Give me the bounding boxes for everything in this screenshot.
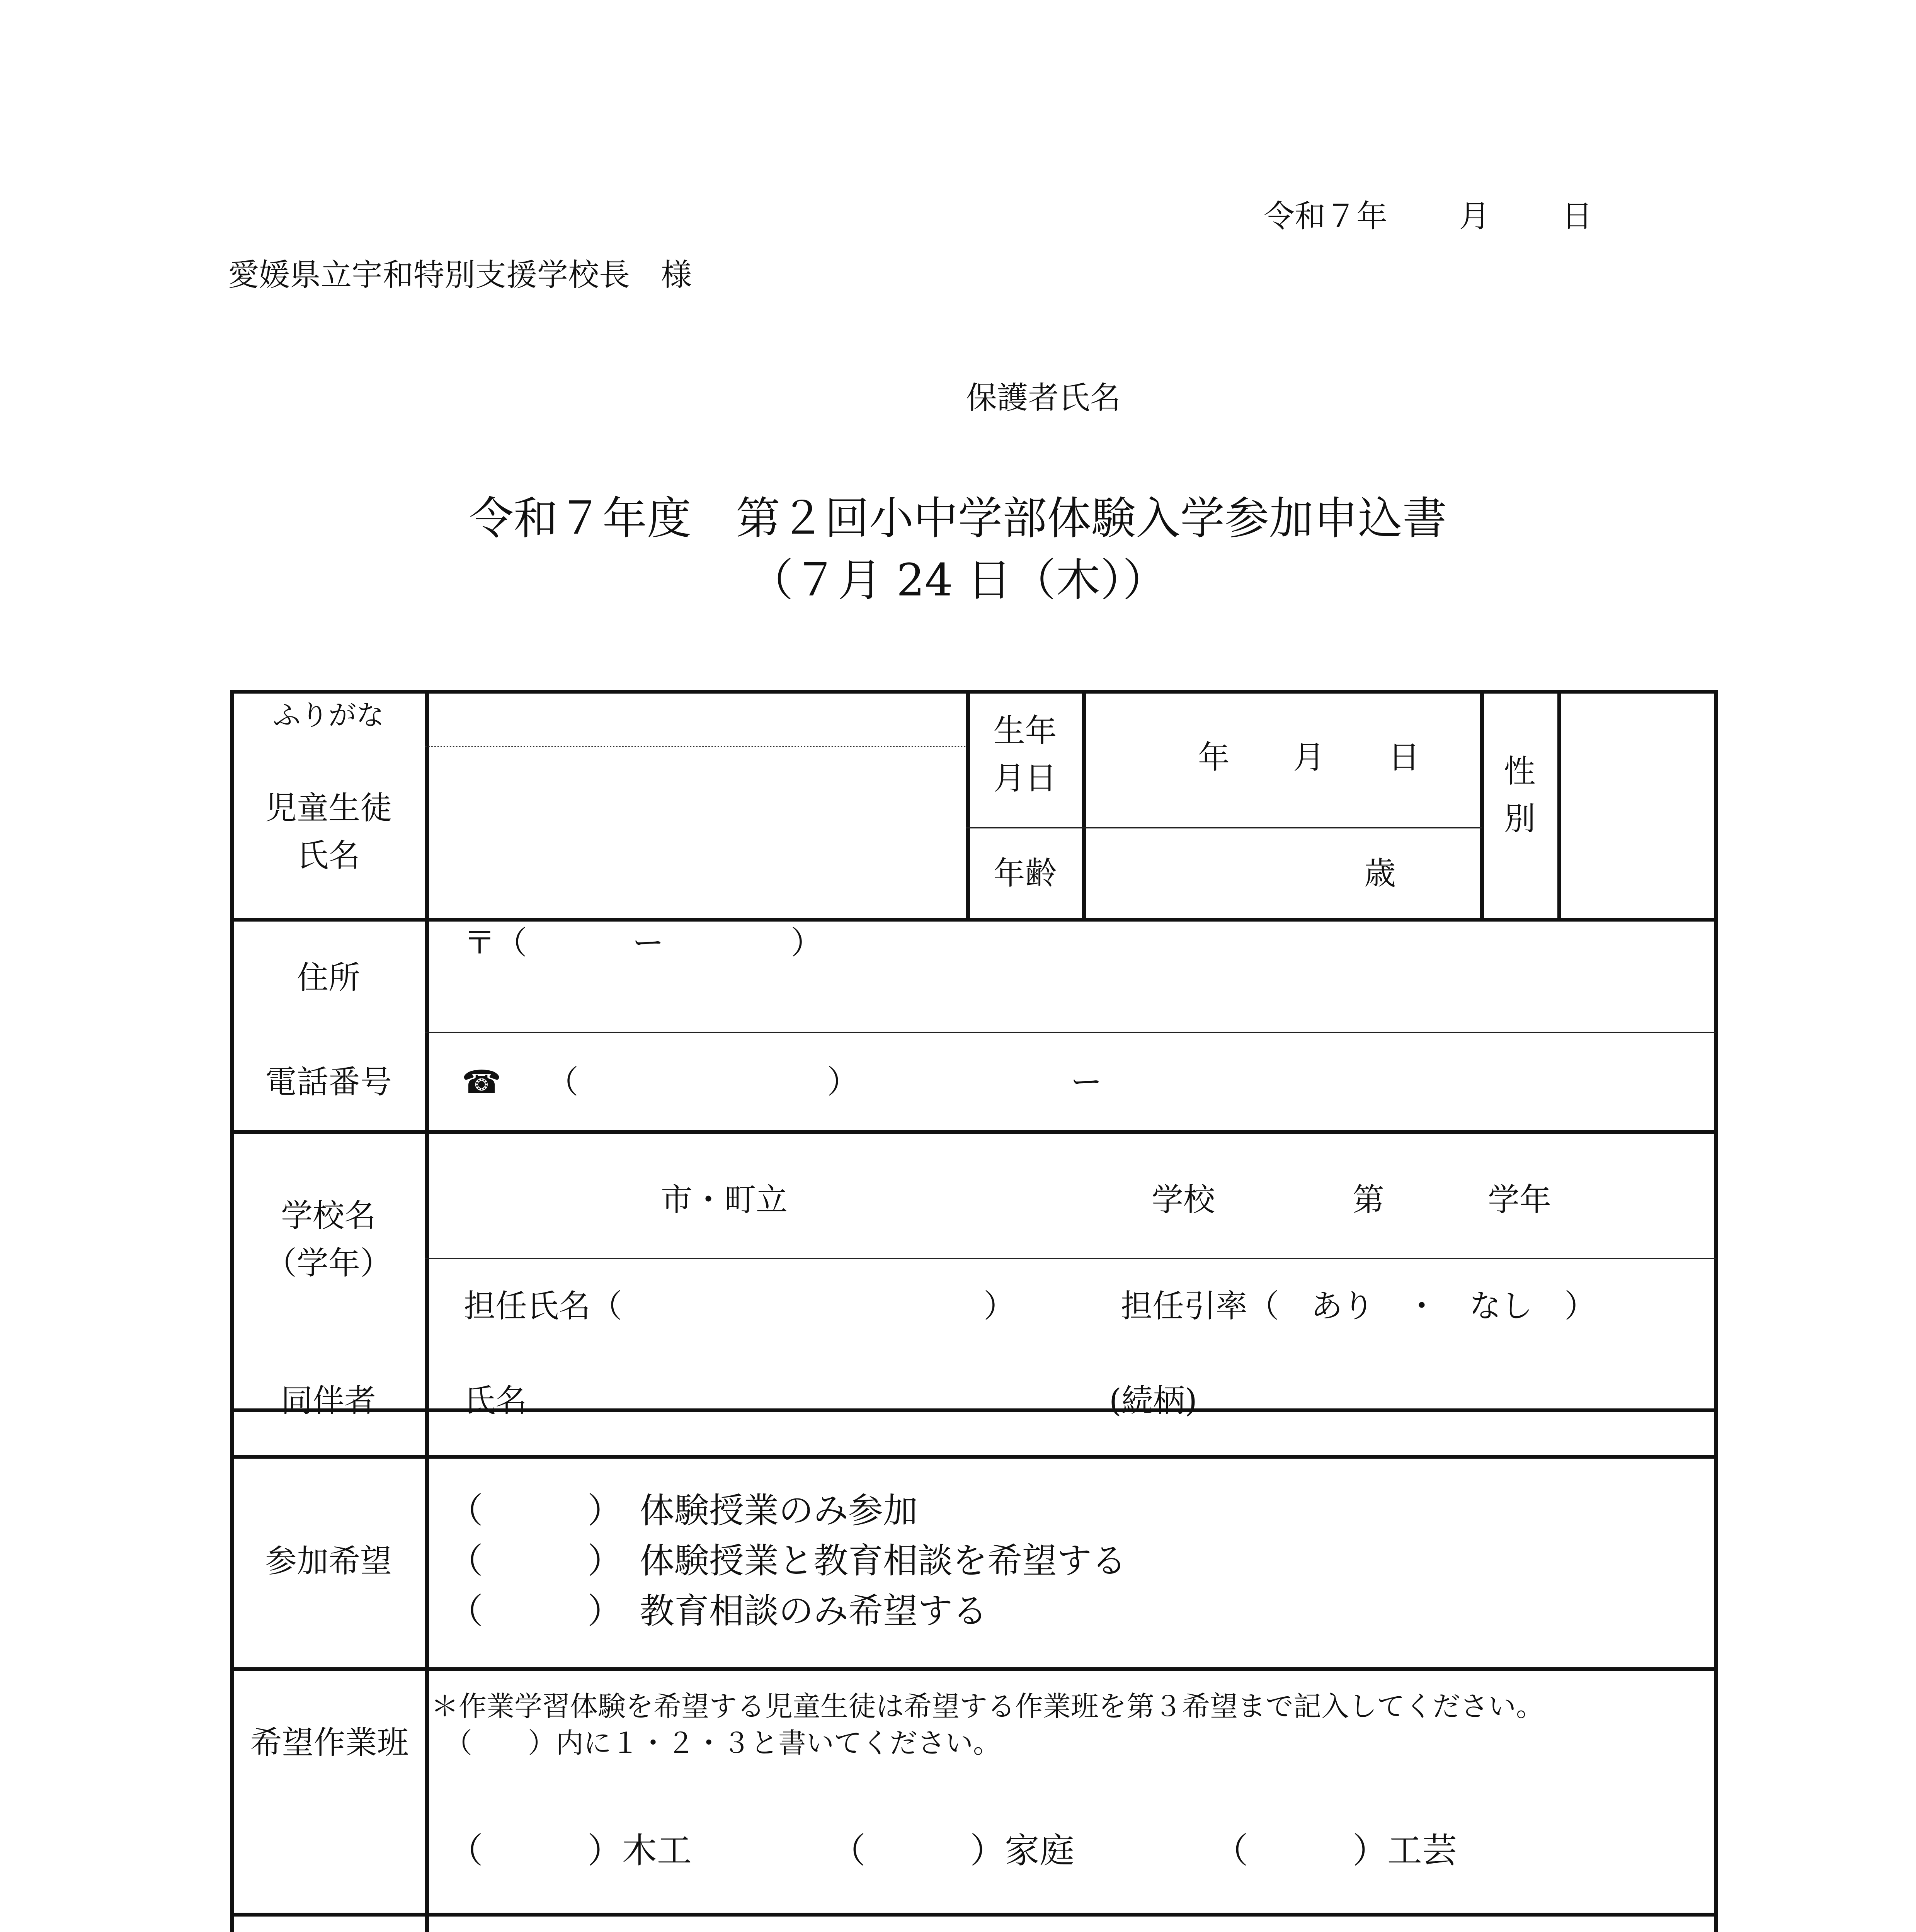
gender-label: 性 別	[1504, 753, 1536, 837]
companion-relation-label: (続柄)	[1109, 1383, 1197, 1419]
work-group-instruction: （ ）内に１・２・３と書いてください。	[444, 1727, 1001, 1759]
participation-option[interactable]: （ ） 体験授業のみ参加	[448, 1490, 918, 1531]
work-option-craft[interactable]: （ ）工芸	[1213, 1830, 1457, 1871]
gender-field[interactable]	[1561, 694, 1712, 916]
participation-label: 参加希望	[265, 1543, 392, 1580]
student-name-field[interactable]	[429, 750, 964, 916]
furigana-label: ふりがな	[272, 699, 384, 731]
addressee: 愛媛県立宇和特別支援学校長 様	[228, 257, 692, 293]
age-label: 年齢	[993, 855, 1057, 892]
companion-label: 同伴者	[281, 1383, 376, 1419]
companion-name-label: 氏名	[464, 1383, 527, 1419]
school-city-text: 市・町立	[661, 1182, 788, 1218]
work-option-woodwork[interactable]: （ ）木工	[448, 1830, 692, 1871]
address-postal-field[interactable]: 〒（ ー ）	[464, 925, 823, 961]
phone-area-close: ）	[827, 1064, 859, 1100]
school-grade-text: 学年	[1488, 1182, 1552, 1218]
furigana-field[interactable]	[429, 694, 964, 744]
phone-dash: ー	[1070, 1064, 1103, 1100]
teacher-name-label: 担任氏名（	[464, 1288, 623, 1325]
participation-option[interactable]: （ ） 体験授業と教育相談を希望する	[448, 1541, 1126, 1581]
school-grade-prefix: 第	[1353, 1182, 1385, 1218]
teacher-name-close: ）	[984, 1288, 1016, 1325]
birth-date-field[interactable]: 年 月 日	[1198, 739, 1420, 776]
teacher-escort-choice[interactable]: 担任引率（ あり ・ なし ）	[1121, 1288, 1596, 1325]
guardian-name-label: 保護者氏名	[966, 380, 1121, 416]
work-group-note: ＊作業学習体験を希望する児童生徒は希望する作業班を第３希望まで記入してください。	[431, 1690, 1544, 1723]
date-line: 令和７年 月 日	[1264, 198, 1593, 234]
phone-area-open[interactable]: （	[547, 1064, 579, 1100]
address-label: 住所	[296, 959, 360, 996]
work-group-label: 希望作業班	[250, 1725, 409, 1761]
student-name-label: 児童生徒 氏名	[265, 790, 392, 874]
phone-icon: ☎	[462, 1064, 502, 1100]
form-title: 令和７年度 第２回小中学部体験入学参加申込書	[469, 493, 1447, 544]
phone-label: 電話番号	[265, 1064, 392, 1100]
age-field[interactable]: 歳	[1364, 855, 1396, 892]
school-label: 学校名 （学年）	[265, 1197, 392, 1282]
form-subtitle-date: （７月 24 日（木））	[749, 554, 1167, 606]
participation-option[interactable]: （ ） 教育相談のみ希望する	[448, 1591, 987, 1631]
work-option-home[interactable]: （ ）家庭	[831, 1830, 1074, 1871]
school-school-text: 学校	[1152, 1182, 1215, 1218]
birth-date-label: 生年 月日	[993, 713, 1057, 797]
